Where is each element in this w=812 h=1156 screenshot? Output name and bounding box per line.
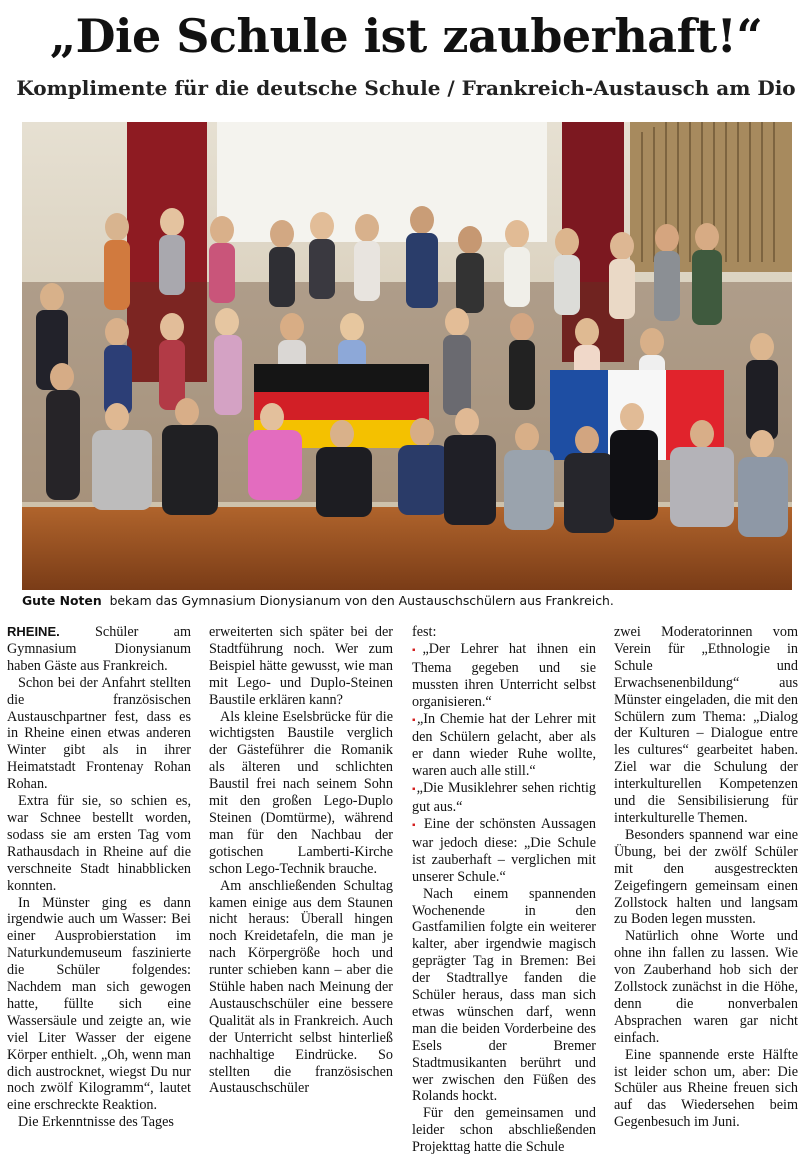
window — [217, 122, 547, 242]
paragraph: In Münster ging es dann irgendwie auch um Wasser: Bei einer Ausprobierstation im Naturkundemuseum faszinierte die Schüler folgendes: Nachdem man sich gewogen hatte, füllte sich eine Wassersäule und zeigte an, wie viel Liter Wasser der eigene Körper enthielt. „Oh, wenn man dich austrocknet, wiegst Du nur noch zwölf Kilogramm“, lautet eine erschreckte Reaktion. — [7, 894, 191, 1114]
quote: „Der Lehrer hat ihnen ein Thema gegeben und sie mussten ihren Unterricht selbst organisieren.“ — [412, 640, 597, 710]
article-column-1 — [7, 624, 191, 1139]
group-photo — [22, 122, 792, 590]
paragraph: Natürlich ohne Worte und ohne ihn fallen zu lassen. Wie von Zauberhand hob sich der Zollstock zunächst in die Höhe, denn die nonverbalen Absprachen waren gar nicht einfach. — [614, 928, 798, 1046]
paragraph: Besonders spannend war eine Übung, bei der zwölf Schüler mit den ausgestreckten Zeigefingern gemeinsam einen Zollstock halten und langsam zu Boden legen mussten. — [614, 826, 798, 928]
paragraph: Schon bei der Anfahrt stellten die französischen Austauschpartner fest, dass es in Rheine einen etwas anderen Winter gibt als in ihrer Heimatstadt Frontenay Rohan Rohan. — [7, 674, 191, 793]
paragraph: Nach einem spannenden Wochenende in den Gastfamilien folgte ein weiterer kalter, aber irgendwie magisch geprägter Tag in Bremen: Bei der Stadtrallye fanden die Schüler heraus, dass man sich etwas wünschen darf, wenn man die beiden Vorderbeine des Esels der Bremer Stadtmusikanten berührt und wer zwischen den Füßen des Rolands hockt. — [412, 885, 596, 1105]
paragraph: Die Erkenntnisse des Tages — [18, 1114, 174, 1131]
quote: Eine der schönsten Aussagen war jedoch diese: „Die Schule ist zauberhaft – verglichen mit unserer Schule.“ — [412, 815, 597, 885]
headline: „Die Schule ist zauberhaft!“ — [49, 9, 763, 63]
subheadline: Komplimente für die deutsche Schule / Frankreich-Austausch am Dio — [16, 76, 796, 100]
paragraph: erweiterten sich später bei der Stadtführung noch. Wer zum Beispiel hätte gewusst, wie man mit Lego- und Duplo-Steinen Baustile erklären kann? — [209, 624, 393, 708]
article-column-3 — [412, 624, 597, 1156]
paragraph: Extra für sie, so schien es, war Schnee bestellt worden, sodass sie am ersten Tag vom Rathausdach in Rheine auf die verschneite Stadt hinabblicken konnten. — [7, 793, 191, 894]
paragraph: fest: — [412, 624, 437, 640]
caption-text: bekam das Gymnasium Dionysianum von den Austauschschülern aus Frankreich. — [109, 593, 614, 608]
article-column-2 — [209, 624, 393, 1139]
paragraph: Schüler am Gymnasium Dionysianum haben Gäste aus Frankreich. — [7, 624, 191, 674]
paragraph: Eine spannende erste Hälfte ist leider schon um, aber: Die Schüler aus Rheine freuen sich auf das Wiedersehen beim Gegenbesuch im Juni. — [614, 1046, 798, 1131]
photo-caption — [22, 592, 792, 609]
article-column-4 — [614, 624, 798, 1139]
bullet-icon: ▪ — [412, 644, 423, 656]
bullet-icon: ▪ — [412, 714, 417, 726]
quote: „Die Musiklehrer sehen richtig gut aus.“ — [412, 780, 597, 816]
paragraph: Für den gemeinsamen und leider schon abschließenden Projekttag hatte die Schule — [412, 1105, 596, 1156]
dateline: RHEINE. — [7, 624, 60, 639]
paragraph: zwei Moderatorinnen vom Verein für „Ethnologie in Schule und Erwachsenenbildung“ aus Münster eingeladen, die mit den Schülern zum Thema: „Dialog der Kulturen – Dialogue entre les cultures“ gearbeitet haben. Ziel war die Schulung der interkulturellen Kompetenzen und die Sensibilisierung für interkulturelle Themen. — [614, 624, 798, 826]
paragraph: Am anschließenden Schultag kamen einige aus dem Staunen nicht heraus: Überall hingen noch Kreidetafeln, die man je nach Körpergröße hoch und runter schieben kann – aber die Stühle haben nach Meinung der Austauschschüler eine bessere Qualität als in Frankreich. Auch der Unterricht selbst hinterließ nachhaltige Eindrücke. So stellten die französischen Austauschschüler — [209, 877, 393, 1097]
bullet-icon: ▪ — [412, 784, 417, 796]
bullet-icon: ▪ — [412, 819, 418, 831]
caption-lead: Gute Noten — [22, 593, 102, 608]
quote: „In Chemie hat der Lehrer mit den Schülern gelacht, aber als er dann wieder Ruhe wollte, waren auch alle still.“ — [412, 710, 596, 780]
paragraph: Als kleine Eselsbrücke für die wichtigsten Baustile verglich der Gästeführer die Romanik als älteren und schlichten Baustil frei nach seinem Sohn mit den großen Lego-Duplo Steinen (Domtürme), während man für den Nachbau der gotischen Lamberti-Kirche schon Lego-Technik brauche. — [209, 708, 393, 877]
